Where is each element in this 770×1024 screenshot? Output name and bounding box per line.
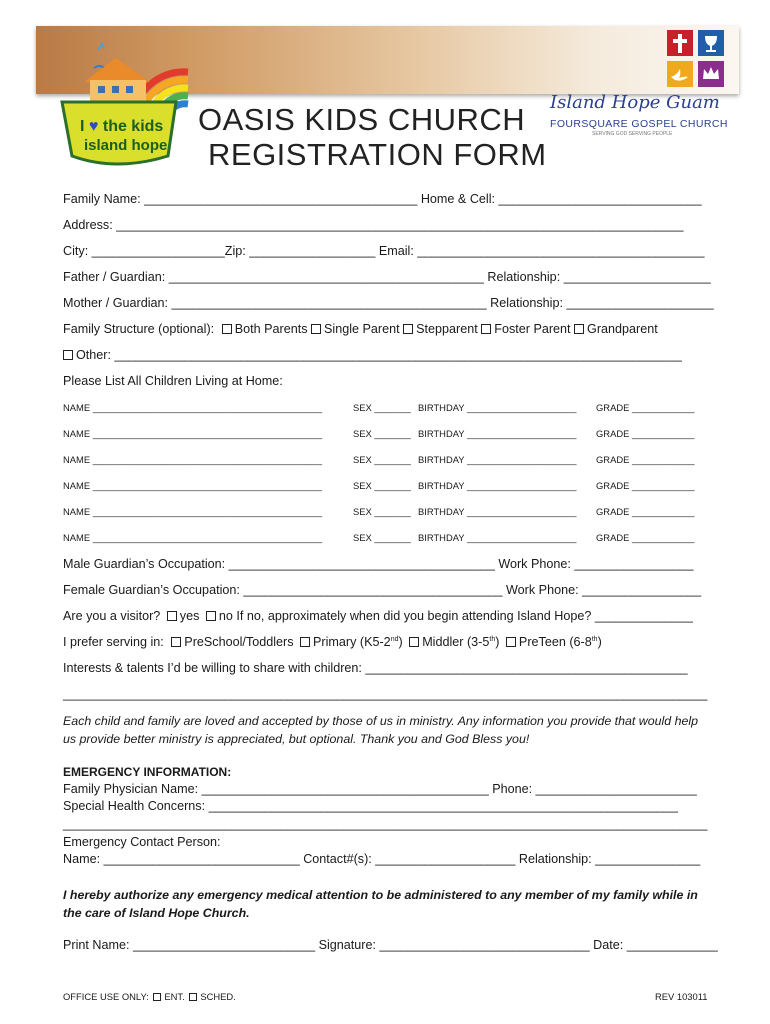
option-single-parent: Single Parent	[324, 322, 400, 336]
other-row	[63, 348, 682, 362]
child-birthday-field[interactable]: BIRTHDAY _____________________	[418, 428, 577, 439]
child-birthday-field[interactable]: BIRTHDAY _____________________	[418, 532, 577, 543]
kids-logo-island-hope: island hope	[84, 137, 168, 154]
emergency-contact-field[interactable]: Name: ____________________________ Contact#(s): ____________________ Relationship: _______________	[63, 852, 701, 866]
child-birthday-field[interactable]: BIRTHDAY _____________________	[418, 480, 577, 491]
checkbox-preteen[interactable]	[506, 637, 516, 647]
child-sex-field[interactable]: SEX _______	[353, 480, 411, 491]
child-grade-field[interactable]: GRADE ____________	[596, 506, 695, 517]
heart-icon: ♥	[88, 118, 99, 135]
cross-icon	[667, 30, 693, 56]
child-name-field[interactable]: NAME ____________________________________________	[63, 428, 323, 439]
visitor-yes-label: yes	[179, 609, 200, 623]
child-grade-field[interactable]: GRADE ____________	[596, 428, 695, 439]
checkbox-single-parent[interactable]	[311, 324, 321, 334]
print-sign-date-field[interactable]: Print Name: __________________________ Signature: ______________________________ Date: _____________	[63, 938, 718, 952]
checkbox-preschool[interactable]	[171, 637, 181, 647]
child-name-field[interactable]: NAME ____________________________________________	[63, 480, 323, 491]
child-grade-field[interactable]: GRADE ____________	[596, 454, 695, 465]
child-grade-field[interactable]: GRADE ____________	[596, 532, 695, 543]
blessing-note: Each child and family are loved and accepted by those of us in ministry. Any information you provide that would help us provide better ministry is appreciated, but optional. Thank you and God Bless you!	[63, 714, 699, 746]
other-field[interactable]: Other: _________________________________________________________________________________	[76, 348, 682, 362]
child-sex-field[interactable]: SEX _______	[353, 402, 411, 413]
church-logo-script: Island Hope Guam	[550, 92, 720, 113]
office-use-label: OFFICE USE ONLY:	[63, 991, 149, 1002]
option-grandparent: Grandparent	[587, 322, 658, 336]
interests-field[interactable]: Interests & talents I’d be willing to share with children: ______________________________________________	[63, 661, 688, 675]
checkbox-grandparent[interactable]	[574, 324, 584, 334]
revision-label: REV 103011	[655, 991, 708, 1002]
child-name-field[interactable]: NAME ____________________________________________	[63, 402, 323, 413]
authorize-statement: I hereby authorize any emergency medical attention to be administered to any member of my family while in the care of Island Hope Church.	[63, 888, 698, 920]
child-birthday-field[interactable]: BIRTHDAY _____________________	[418, 454, 577, 465]
mother-guardian-field[interactable]: Mother / Guardian: _____________________________________________ Relationship: _____________________	[63, 296, 714, 310]
children-heading: Please List All Children Living at Home:	[63, 374, 283, 388]
option-primary: Primary (K5-2	[313, 635, 391, 649]
checkbox-sched[interactable]	[189, 993, 197, 1001]
child-sex-field[interactable]: SEX _______	[353, 506, 411, 517]
health-concerns-field[interactable]: Special Health Concerns: ___________________________________________________________________	[63, 799, 678, 813]
checkbox-primary[interactable]	[300, 637, 310, 647]
option-preteen: PreTeen (6-8	[518, 635, 592, 649]
sup-middler: th	[489, 635, 496, 643]
emergency-contact-label: Emergency Contact Person:	[63, 835, 221, 849]
visitor-row	[63, 609, 693, 623]
child-sex-field[interactable]: SEX _______	[353, 428, 411, 439]
office-use-row	[63, 991, 236, 1002]
checkbox-visitor-no[interactable]	[206, 611, 216, 621]
child-sex-field[interactable]: SEX _______	[353, 454, 411, 465]
physician-field[interactable]: Family Physician Name: _________________________________________ Phone: _______________________	[63, 782, 697, 796]
checkbox-other[interactable]	[63, 350, 73, 360]
serving-row: I prefer serving in: PreSchool/Toddlers Primary (K5-2nd) Middler (3-5th) PreTeen (6-8th)	[63, 635, 602, 649]
child-birthday-field[interactable]: BIRTHDAY _____________________	[418, 506, 577, 517]
city-zip-email-field[interactable]: City: ___________________Zip: __________________ Email: _________________________________________	[63, 244, 705, 258]
visitor-question: Are you a visitor?	[63, 609, 161, 623]
sup-primary: nd	[390, 635, 399, 643]
checkbox-middler[interactable]	[409, 637, 419, 647]
option-both-parents: Both Parents	[234, 322, 308, 336]
page-title-line2: REGISTRATION FORM	[208, 137, 547, 172]
visitor-no-label: no	[218, 609, 233, 623]
kids-logo-i: I	[80, 118, 85, 135]
address-field[interactable]: Address: _________________________________________________________________________________	[63, 218, 684, 232]
church-logo-name: FOURSQUARE GOSPEL CHURCH	[550, 118, 728, 130]
emergency-heading: EMERGENCY INFORMATION:	[63, 765, 232, 779]
sched-label: SCHED.	[200, 991, 236, 1002]
father-guardian-field[interactable]: Father / Guardian: _____________________________________________ Relationship: _____________________	[63, 270, 711, 284]
checkbox-foster-parent[interactable]	[481, 324, 491, 334]
sup-preteen: th	[591, 635, 598, 643]
page-title-line1: OASIS KIDS CHURCH	[198, 102, 526, 137]
kids-logo-the-kids: the kids	[102, 118, 164, 135]
checkbox-both-parents[interactable]	[222, 324, 232, 334]
child-name-field[interactable]: NAME ____________________________________________	[63, 532, 323, 543]
family-name-field[interactable]: Family Name: _______________________________________ Home & Cell: _____________________________	[63, 192, 702, 206]
checkbox-ent[interactable]	[153, 993, 161, 1001]
chalice-icon	[698, 30, 724, 56]
health-concerns-line2[interactable]: ____________________________________________________________________________________________	[63, 817, 708, 831]
option-middler: Middler (3-5	[422, 635, 490, 649]
visitor-followup[interactable]: If no, approximately when did you begin attending Island Hope? ______________	[236, 609, 693, 623]
option-preschool: PreSchool/Toddlers	[184, 635, 294, 649]
option-foster-parent: Foster Parent	[494, 322, 571, 336]
child-name-field[interactable]: NAME ____________________________________________	[63, 506, 323, 517]
female-occupation-field[interactable]: Female Guardian’s Occupation: _____________________________________ Work Phone: _________________	[63, 583, 702, 597]
dove-icon	[667, 61, 693, 87]
church-logo-tagline: SERVING GOD SERVING PEOPLE	[592, 131, 673, 137]
child-grade-field[interactable]: GRADE ____________	[596, 480, 695, 491]
child-grade-field[interactable]: GRADE ____________	[596, 402, 695, 413]
child-birthday-field[interactable]: BIRTHDAY _____________________	[418, 402, 577, 413]
male-occupation-field[interactable]: Male Guardian’s Occupation: ______________________________________ Work Phone: _________________	[63, 557, 694, 571]
ent-label: ENT.	[164, 991, 185, 1002]
child-name-field[interactable]: NAME ____________________________________________	[63, 454, 323, 465]
family-structure-label: Family Structure (optional):	[63, 322, 215, 336]
checkbox-visitor-yes[interactable]	[167, 611, 177, 621]
child-sex-field[interactable]: SEX _______	[353, 532, 411, 543]
family-structure-row	[63, 322, 658, 336]
serving-label: I prefer serving in:	[63, 635, 164, 649]
interests-field-line2[interactable]: ____________________________________________________________________________________________	[63, 687, 708, 701]
crown-icon	[698, 61, 724, 87]
option-stepparent: Stepparent	[416, 322, 478, 336]
checkbox-stepparent[interactable]	[403, 324, 413, 334]
